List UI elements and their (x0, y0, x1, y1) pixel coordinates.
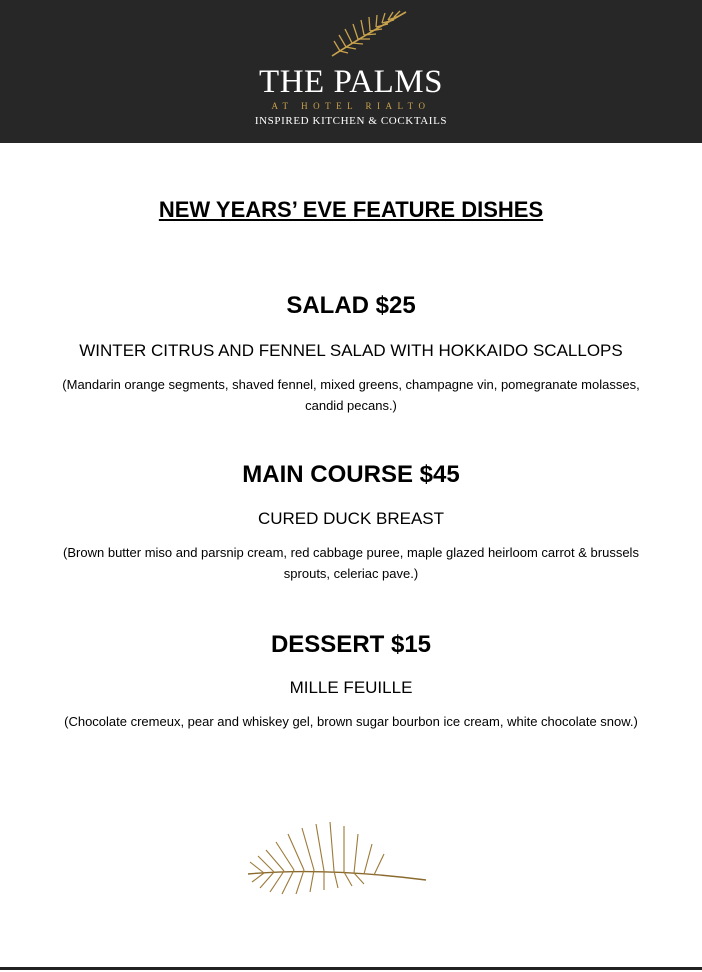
course-heading-salad: SALAD $25 (286, 292, 416, 319)
brand-subtitle: AT HOTEL RIALTO (271, 101, 431, 111)
dish-name-dessert: MILLE FEUILLE (289, 678, 413, 697)
course-heading-dessert: DESSERT $15 (270, 631, 432, 658)
palm-frond-icon (244, 812, 430, 898)
brand-tagline: INSPIRED KITCHEN & COCKTAILS (254, 115, 448, 127)
dish-description-main: (Brown butter miso and parsnip cream, red cabbage puree, maple glazed heirloom carrot & brussels sprouts, celeriac pave.) (63, 545, 639, 581)
course-heading-main: MAIN COURSE $45 (242, 461, 460, 488)
page-title: NEW YEARS’ EVE FEATURE DISHES (158, 197, 544, 222)
dish-description-salad: (Mandarin orange segments, shaved fennel, mixed greens, champagne vin, pomegranate molasses, candid pecans.) (62, 377, 640, 413)
dish-description-dessert: (Chocolate cremeux, pear and whiskey gel, brown sugar bourbon ice cream, white chocolate snow.) (64, 714, 638, 729)
dish-name-salad: WINTER CITRUS AND FENNEL SALAD WITH HOKKAIDO SCALLOPS (79, 341, 623, 360)
brand-name: THE PALMS (259, 64, 443, 100)
palm-leaf-icon (326, 8, 410, 60)
bottom-divider (0, 967, 702, 970)
dish-name-main: CURED DUCK BREAST (257, 509, 445, 528)
header-banner (0, 0, 702, 143)
